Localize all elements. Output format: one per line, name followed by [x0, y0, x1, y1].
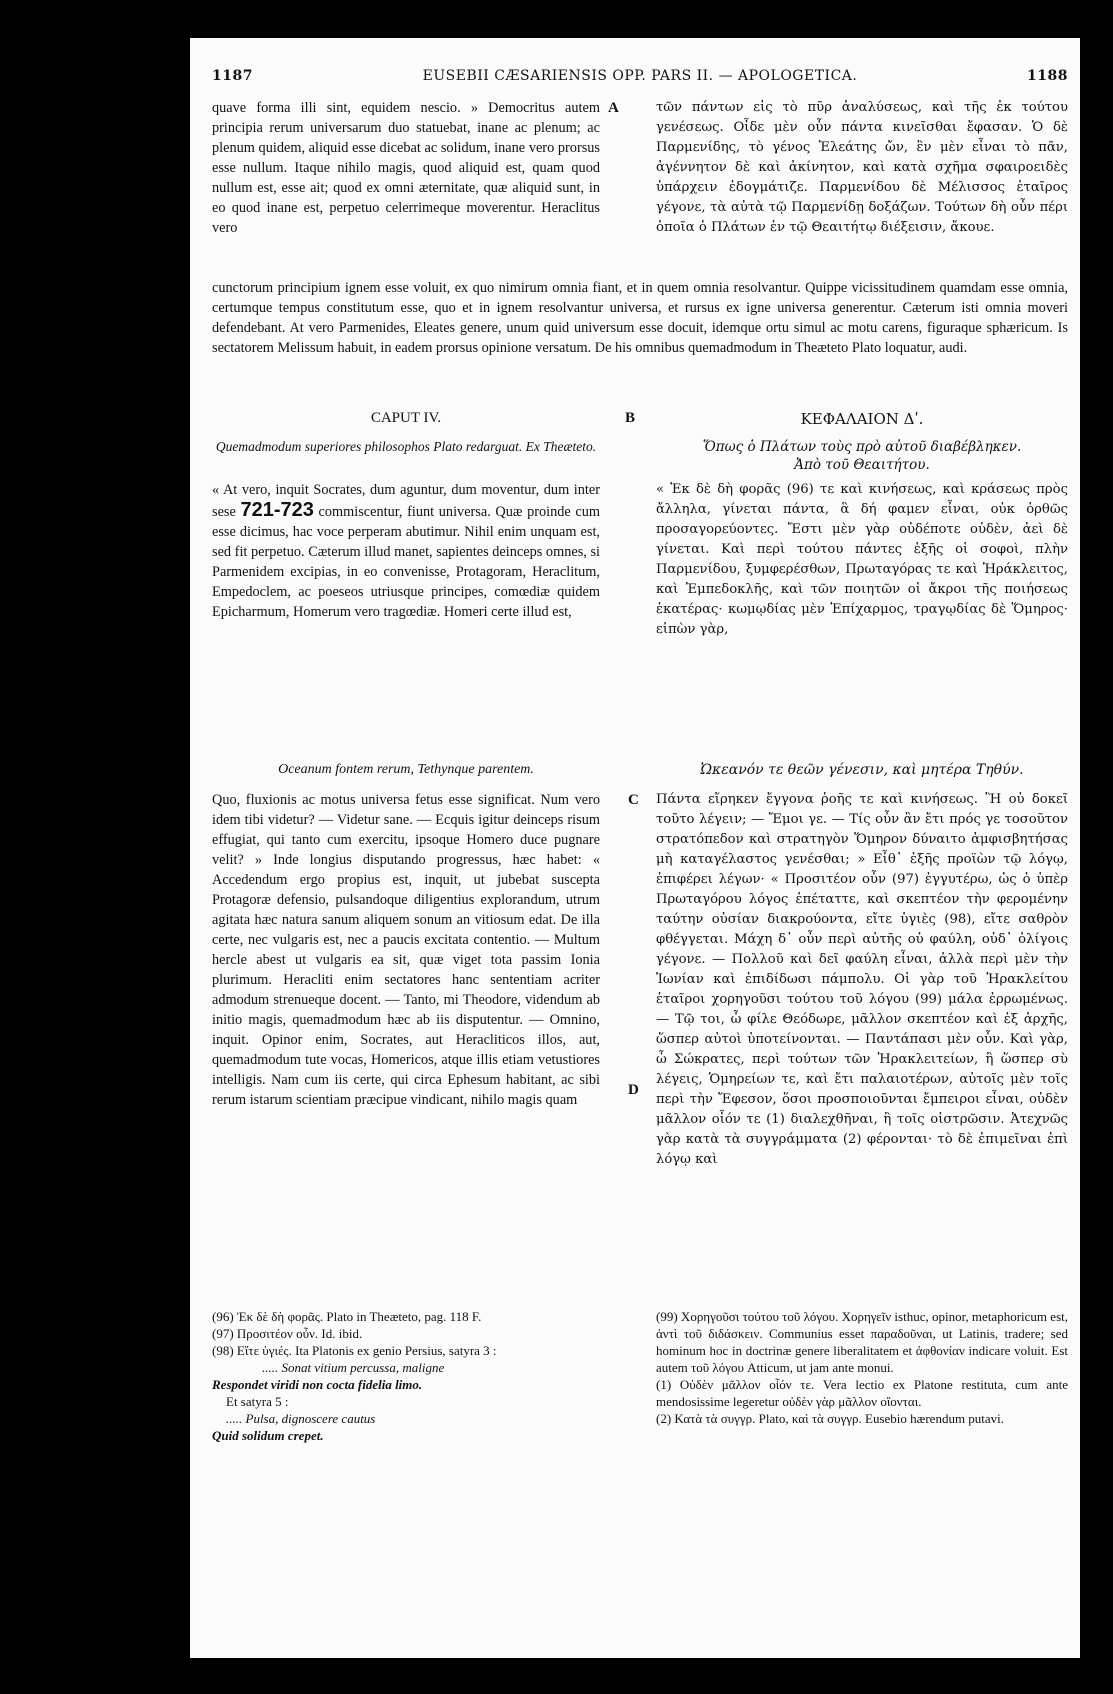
footnote-99: (99) Χορηγοῦσι τούτου τοῦ λόγου. Χορηγεῖν isthuc, opinor, metaphoricum est, ἀντὶ τοῦ διδάσκειν. Communius esset παραδοῦναι, ut Latinis, tradere; sed hominum hoc in doctrinæ genere liberalitatem et ἀφθονίαν indicare voluit. Est autem τοῦ λόγου Atticum, ut jam ante monui.	[656, 1309, 1068, 1375]
chapter-subtitle-latin: Quemadmodum superiores philosophos Plato redarguat. Ex Theæteto.	[215, 439, 597, 454]
chapter-heading-greek: ΚΕΦΑΛΑΙΟΝ Δʹ.	[800, 410, 924, 428]
page-number-right: 1188	[1027, 68, 1068, 84]
footnote-96: (96) Ἐκ δὲ δὴ φορᾶς. Plato in Theæteto, pag. 118 F.	[212, 1309, 482, 1324]
footnotes-right	[656, 1308, 1068, 1427]
latin-full-width-text: cunctorum principium ignem esse voluit, ex quo nimirum omnia fiant, et in quem omnia resolvantur. Quippe vicissitudinem quamdam esse omnia, certumque tempus constitutum esse, quo et in ignem resolvantur universa, et rursus ex igne universa generentur. Cæterum isti omnia moveri defendebant. At vero Parmenides, Eleates genere, unum quid universum esse docuit, idemque ortu simul ac motu carens, figuraque sphæricum. Is sectatorem Melissum habuit, in eadem prorsus opinione versatum. De his omnibus quemadmodum in Theæteto Plato loquatur, audi.	[212, 280, 1068, 356]
homer-verse-greek: Ὠκεανόν τε θεῶν γένεσιν, καὶ μητέρα Τηθύν.	[700, 762, 1024, 778]
persius-verse-4: Quid solidum crepet.	[212, 1428, 324, 1443]
latin-body-part-2: Quo, fluxionis ac motus universa fetus esse significat. Num vero idem tibi videtur? — Videtur sane. — Ecquis igitur deinceps risum effugiat, qui tanto cum exercitu, ipsoque Homero duce pugnare velit? » Inde longius disputando progressus, hæc habet: « Accedendum ergo propius est, inquit, ut jubebat suscepta Protagoræ defensio, pulsandoque diligentius explorandum, utrum agitata hæc natura sanum aliquem sonum an vitiosum edat. De illa certe, nec vulgaris est, nec a paucis excitata contentio. — Multum hercle abest ut vulgaris ea sit, quæ viget tota passim Ionia plurimum. Heracliti enim sectatores hanc sententiam acriter admodum strenueque docent. — Tanto, mi Theodore, videndum ab initio magis, quemadmodum hæc ab iis disputentur. — Omnino, inquit. Opinor enim, Socrates, aut Heracliticos illos, aut, quemadmodum tute vocas, Homericos, atque illis etiam vetustiores intelligis. Nam cum iis certe, qui circa Ephesum habitant, ac sibi rerum istarum scientiam præcipue vindicant, nihilo magis quam	[212, 792, 600, 1108]
greek-body-part-1: « Ἐκ δὲ δὴ φορᾶς (96) τε καὶ κινήσεως, καὶ κράσεως πρὸς ἄλληλα, γίνεται πάντα, ἃ δή φαμεν εἶναι, οὐκ ὀρθῶς προσαγορεύοντες. Ἔστι μὲν γὰρ οὐδέποτε οὐδὲν, ἀεὶ δὲ γίνεται. Καὶ περὶ τούτου πάντες ἑξῆς οἱ σοφοὶ, πλὴν Παρμενίδου, ξυμφερέσθων, Πρωταγόρας τε καὶ Ἡράκλειτος, καὶ Ἐμπεδοκλῆς, καὶ τῶν ποιητῶν οἱ ἄκροι τῆς ποιήσεως ἑκατέρας· κωμῳδίας μὲν Ἐπίχαρμος, τραγῳδίας δὲ Ὅμηρος· εἰπὼν γὰρ,	[656, 482, 1068, 637]
footnote-98: (98) Εἴτε ὑγιές. Ita Platonis ex genio Persius, satyra 3 :	[212, 1343, 497, 1358]
latin-body-1b: commiscentur, fiunt universa. Quæ proinde cum esse dicimus, hac voce perperam abutimur. Nihil enim unquam est, sed fit perpetuo. Cæterum illud manet, sapientes deinceps omnes, si Parmenidem excipias, in eo convenisse, Protagoram, Heraclitum, Empedoclem, ac poeseos utriusque principes, comœdiæ quidem Epicharmum, Homerum vero tragœdiæ. Homeri certe illud est,	[212, 504, 600, 620]
latin-body-1a: « At vero, inquit Socrates, dum aguntur, dum moventur, dum inter sese	[212, 482, 600, 520]
footnote-1: (1) Οὐδὲν μᾶλλον οἷόν τε. Vera lectio ex Platone restituta, cum ante mendosissime legeretur οὐδὲν γὰρ μᾶλλον οἴονται.	[656, 1377, 1068, 1409]
book-page	[190, 38, 1080, 1658]
chapter-subtitle-greek-1: Ὅπως ὁ Πλάτων τοὺς πρὸ αὐτοῦ διαβέβληκεν.	[702, 439, 1022, 455]
margin-letter-d: D	[628, 1082, 639, 1098]
homer-verse-latin: Oceanum fontem rerum, Tethynque parentem.	[278, 762, 534, 777]
footnote-2: (2) Κατὰ τὰ συγγρ. Plato, καὶ τὰ συγγρ. Eusebio hærendum putavi.	[656, 1411, 1005, 1426]
footnote-97: (97) Προσιτέον οὖν. Id. ibid.	[212, 1326, 363, 1341]
greek-body-part-2: Πάντα εἴρηκεν ἔγγονα ῥοῆς τε καὶ κινήσεως. Ἢ οὐ δοκεῖ τοῦτο λέγειν; — Ἔμοι γε. — Τίς οὖν ἂν ἔτι πρός γε τοσοῦτον στρατόπεδον καὶ στρατηγὸν Ὅμηρον δύναιτο ἀμφισβητήσας μὴ καταγέλαστος γενέσθαι; » Εἶθ᾽ ἑξῆς προϊὼν τῷ λόγῳ, ἐπιφέρει λέγων· « Προσιτέον οὖν (97) ἐγγυτέρω, ὡς ὁ ὑπὲρ Πρωταγόρου λόγος ἐπέταττε, καὶ σκεπτέον τὴν φερομένην ταύτην οὐσίαν διακρούοντα, εἴτε ὑγιὲς (98), εἴτε σαθρὸν φθέγγεται. Μάχη δ᾽ οὖν περὶ αὐτῆς οὐ φαύλη, οὐδ᾽ ὀλίγοις γέγονε. — Πολλοῦ καὶ δεῖ φαύλη εἶναι, ἀλλὰ περὶ μὲν τὴν Ἰωνίαν καὶ ἐπιδίδωσι πάμπολυ. Οἱ γὰρ τοῦ Ἡρακλείτου ἑταῖροι χορηγοῦσι τούτου τοῦ λόγου (99) μάλα ἐρρωμένως. — Τῷ τοι, ὦ φίλε Θεόδωρε, μᾶλλον σκεπτέον καὶ ἐξ ἀρχῆς, ὥσπερ αὐτοὶ ὑποτείνονται. — Παντάπασι μὲν οὖν. Καὶ γὰρ, ὦ Σώκρατες, περὶ τούτων τῶν Ἡρακλειτείων, ἢ ὥσπερ σὺ λέγεις, Ὁμηρείων τε, καὶ ἔτι παλαιοτέρων, αὐτοῖς μὲν τοῖς περὶ τὴν Ἔφεσον, ὅσοι προσποιοῦνται ἔμπειροι εἶναι, οὐδὲν μᾶλλον οἷόν τε (1) διαλεχθῆναι, ἢ τοῖς οἰστρῶσιν. Ἀτεχνῶς γὰρ κατὰ τὰ συγγράμματα (2) φέρονται· τὸ δὲ ἐπιμεῖναι ἐπὶ λόγῳ καὶ	[656, 792, 1068, 1167]
column-marker: 721-723	[240, 499, 314, 521]
chapter-heading-latin: CAPUT IV.	[370, 410, 442, 426]
footnotes-left	[212, 1308, 600, 1444]
margin-letter-a: A	[608, 100, 619, 116]
margin-letter-c: C	[628, 792, 639, 808]
persius-verse-1: ..... Sonat vitium percussa, maligne	[262, 1360, 445, 1375]
chapter-subtitle-greek-2: Ἀπὸ τοῦ Θεαιτήτου.	[794, 457, 930, 473]
latin-body-part-1	[212, 480, 600, 622]
latin-top-text: quave forma illi sint, equidem nescio. » Democritus autem principia rerum universarum duo statuebat, inane ac plenum; ac plenum quidem, aliquid esse dicebat ac solidum, inane vero prorsus esse nullum. Itaque nihilo magis, quod aliquid est, quam quod nullum est, esse ait; quod ex omni æternitate, quæ aliquid sunt, in eo quod inane est, perpetuo celerrimeque moverentur. Heraclitus vero	[212, 100, 600, 236]
satyra-5-label: Et satyra 5 :	[226, 1394, 289, 1409]
page-number-left: 1187	[212, 68, 253, 84]
margin-letter-b: B	[625, 410, 636, 426]
persius-verse-2: Respondet viridi non cocta fidelia limo.	[212, 1377, 423, 1392]
running-header	[212, 68, 1068, 90]
persius-verse-3: ..... Pulsa, dignoscere cautus	[226, 1411, 376, 1426]
greek-top-text: τῶν πάντων εἰς τὸ πῦρ ἀναλύσεως, καὶ τῆς ἐκ τούτου γενέσεως. Οἶδε μὲν οὖν πάντα κινεῖσθαι ἔφασαν. Ὁ δὲ Παρμενίδης, τὸ γένος Ἐλεάτης ὤν, ἓν μὲν εἶναι τὸ πᾶν, ἀγέννητον δὲ καὶ ἀκίνητον, καὶ κατὰ σχῆμα σφαιροειδὲς ὑπάρχειν ἐδογμάτιζε. Παρμενίδου δὲ Μέλισσος ἑταῖρος γέγονε, τὰ αὐτὰ τῷ Παρμενίδῃ δοξάζων. Τούτων δὴ οὖν πέρι ὁποῖα ὁ Πλάτων ἐν τῷ Θεαιτήτῳ διέξεισιν, ἄκουε.	[656, 100, 1068, 235]
running-title: EUSEBII CÆSARIENSIS OPP. PARS II. — APOLOGETICA.	[422, 68, 858, 84]
